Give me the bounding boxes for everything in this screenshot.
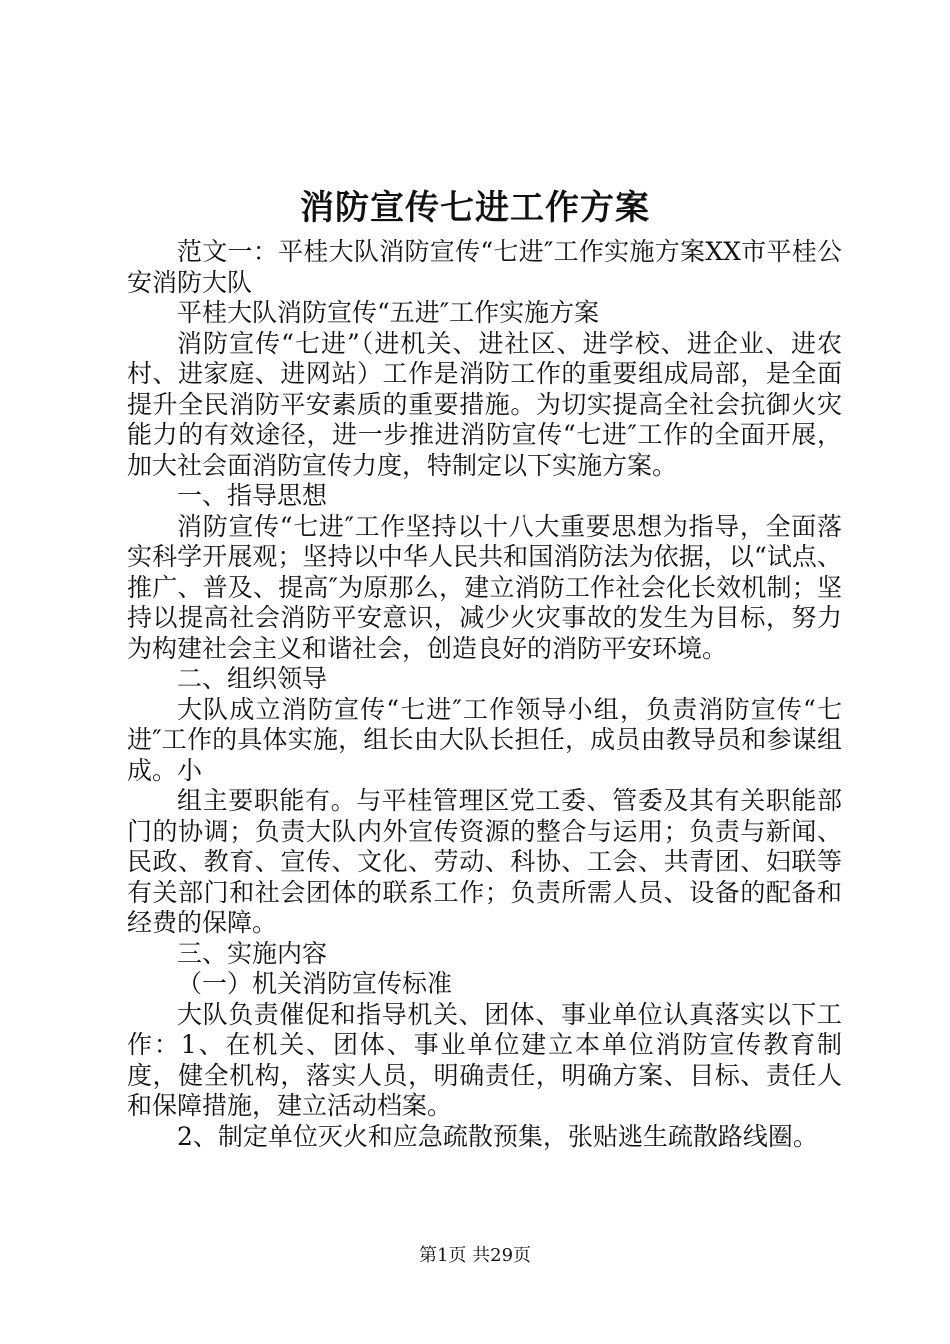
paragraph-evacuation-plan: 2、制定单位灭火和应急疏散预集，张贴逃生疏散路线圈。 — [177, 1121, 818, 1151]
section-heading-implementation: 三、实施内容 — [177, 938, 328, 968]
subsection-heading-agencies: （一）机关消防宣传标准 — [177, 969, 453, 998]
section-heading-organization: 二、组织领导 — [177, 664, 328, 693]
paragraph-intro: 范文一：平桂大队消防宣传“七进″工作实施方案XX市平桂公安消防大队 — [127, 237, 842, 297]
document-body — [127, 237, 842, 1152]
paragraph-agency-work: 大队负责催促和指导机关、团体、事业单位认真落实以下工作：1、在机关、团体、事业单位建立本单位消防宣传教育制度，健全机构，落实人员，明确责任，明确方案、目标、责任人和保障措施，建立活动档案。 — [127, 999, 842, 1120]
paragraph-subtitle: 平桂大队消防宣传“五进″工作实施方案 — [177, 298, 600, 327]
paragraph-group-duties: 组主要职能有。与平桂管理区党工委、管委及其有关职能部门的协调；负责大队内外宣传资源的整合与运用；负责与新闻、民政、教育、宣传、文化、劳动、科协、工会、共青团、妇联等有关部门和社会团体的联系工作；负责所需人员、设备的配备和经费的保障。 — [127, 786, 842, 937]
document-title: 消防宣传七进工作方案 — [300, 188, 650, 228]
paragraph-overview: 消防宣传“七进”（进机关、进社区、进学校、进企业、进农村、进家庭、进网站）工作是消防工作的重要组成局部，是全面提升全民消防平安素质的重要措施。为切实提高全社会抗御火灾能力的有效途径，进一步推进消防宣传“七进″工作的全面开展，加大社会面消防宣传力度，特制定以下实施方案。 — [127, 328, 842, 480]
paragraph-guiding-ideology: 消防宣传“七进″工作坚持以十八大重要思想为指导，全面落实科学开展观；坚持以中华人民共和国消防法为依据，以“试点、推广、普及、提高″为原那么，建立消防工作社会化长效机制；坚持以提高社会消防平安意识，减少火灾事故的发生为目标，努力为构建社会主义和谐社会，创造良好的消防平安环境。 — [127, 511, 842, 663]
paragraph-organization: 大队成立消防宣传“七进″工作领导小组，负责消防宣传“七进″工作的具体实施，组长由大队长担任，成员由教导员和参谋组成。小 — [127, 694, 842, 785]
page-number-footer: 第1页 共29页 — [418, 1245, 532, 1266]
section-heading-guiding-ideology: 一、指导思想 — [177, 481, 328, 510]
